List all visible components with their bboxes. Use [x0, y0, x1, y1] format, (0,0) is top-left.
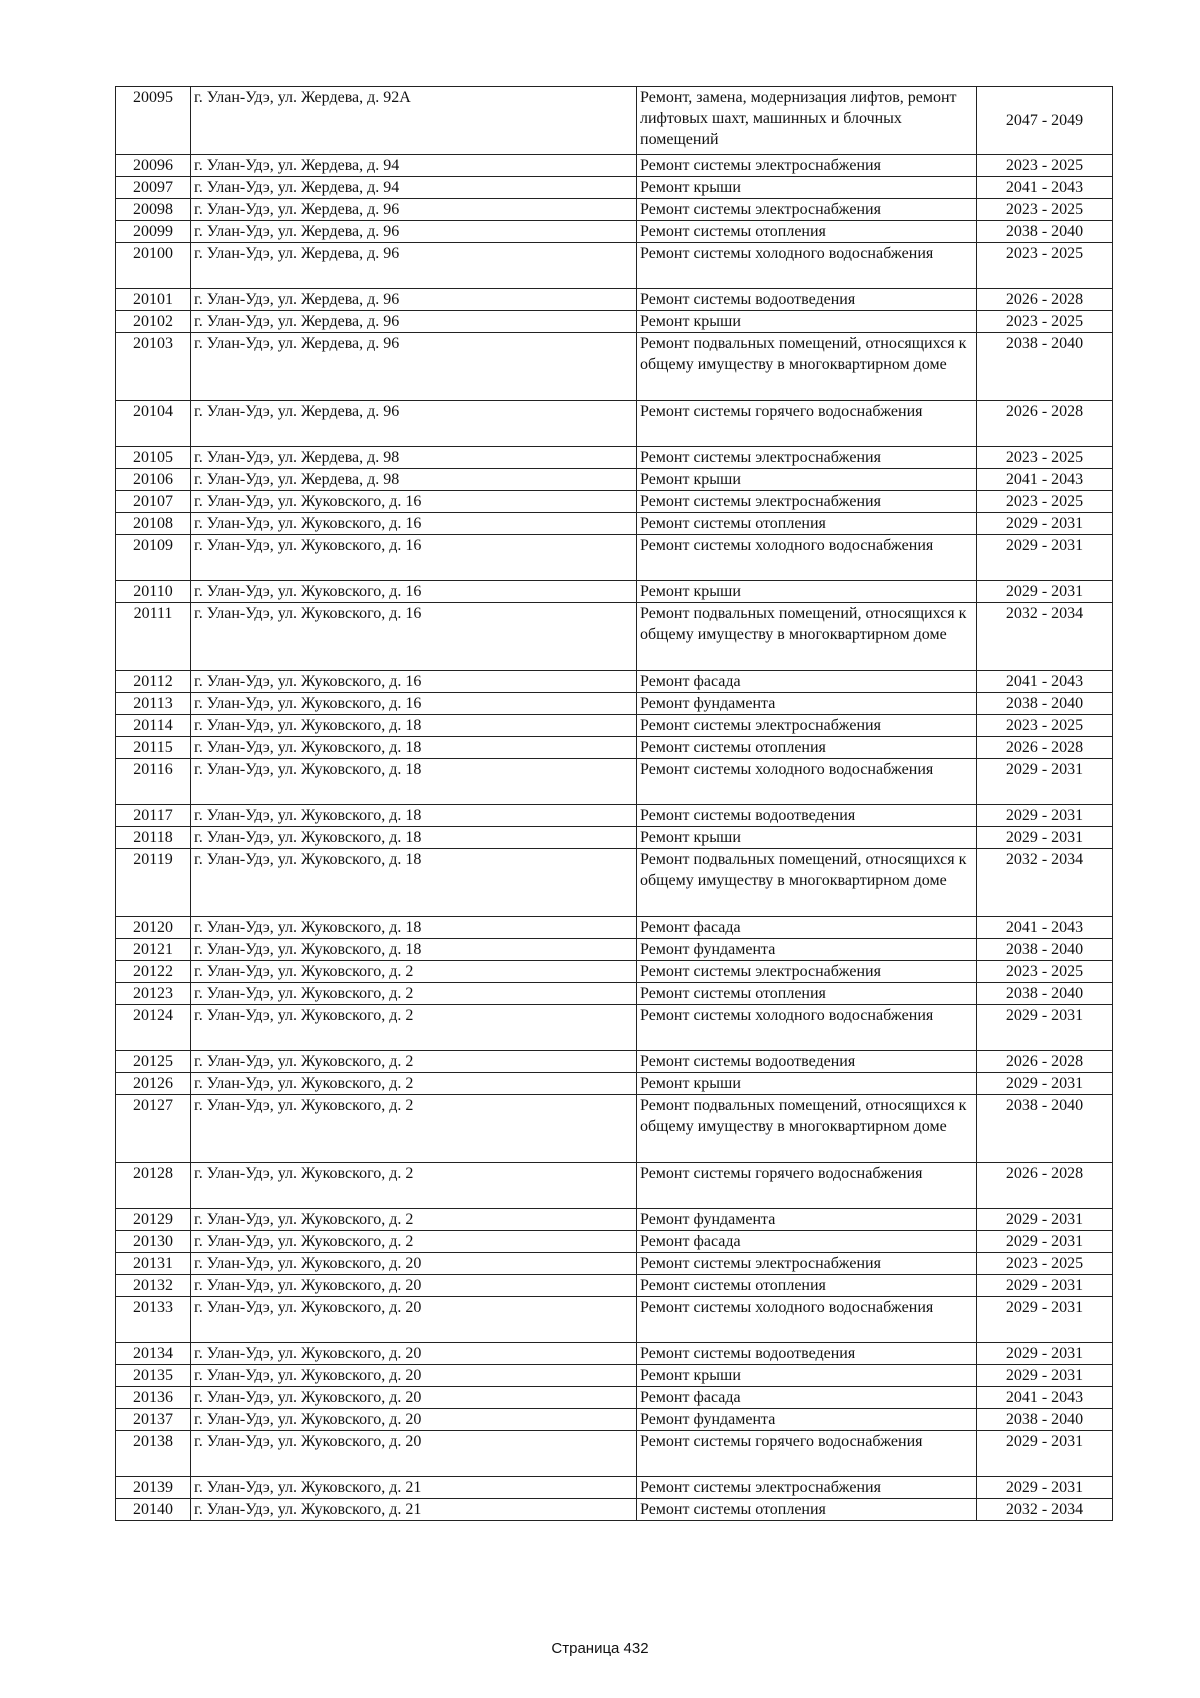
row-number: 20129	[116, 1209, 191, 1231]
row-work-type: Ремонт системы горячего водоснабжения	[637, 401, 977, 447]
row-period: 2032 - 2034	[977, 849, 1113, 917]
table-row	[116, 1499, 1113, 1521]
row-number: 20103	[116, 333, 191, 401]
row-number: 20131	[116, 1253, 191, 1275]
row-address: г. Улан-Удэ, ул. Жердева, д. 96	[191, 289, 637, 311]
table-row	[116, 581, 1113, 603]
row-address: г. Улан-Удэ, ул. Жердева, д. 96	[191, 199, 637, 221]
table-row	[116, 1231, 1113, 1253]
row-address: г. Улан-Удэ, ул. Жердева, д. 96	[191, 243, 637, 289]
row-work-type: Ремонт системы электроснабжения	[637, 961, 977, 983]
row-address: г. Улан-Удэ, ул. Жердева, д. 94	[191, 155, 637, 177]
row-work-type: Ремонт фасада	[637, 1387, 977, 1409]
row-period: 2038 - 2040	[977, 221, 1113, 243]
row-address: г. Улан-Удэ, ул. Жуковского, д. 20	[191, 1343, 637, 1365]
row-work-type: Ремонт системы электроснабжения	[637, 491, 977, 513]
row-address: г. Улан-Удэ, ул. Жуковского, д. 18	[191, 827, 637, 849]
row-address: г. Улан-Удэ, ул. Жуковского, д. 21	[191, 1477, 637, 1499]
row-number: 20101	[116, 289, 191, 311]
table-row	[116, 199, 1113, 221]
row-period: 2029 - 2031	[977, 1073, 1113, 1095]
table-row	[116, 1253, 1113, 1275]
table-row	[116, 1209, 1113, 1231]
table-row	[116, 693, 1113, 715]
row-period: 2029 - 2031	[977, 827, 1113, 849]
row-period: 2023 - 2025	[977, 715, 1113, 737]
row-period: 2029 - 2031	[977, 535, 1113, 581]
row-address: г. Улан-Удэ, ул. Жердева, д. 98	[191, 469, 637, 491]
row-period: 2038 - 2040	[977, 1409, 1113, 1431]
table-row	[116, 155, 1113, 177]
row-number: 20119	[116, 849, 191, 917]
row-period: 2041 - 2043	[977, 671, 1113, 693]
table-row	[116, 1387, 1113, 1409]
row-address: г. Улан-Удэ, ул. Жуковского, д. 21	[191, 1499, 637, 1521]
row-period: 2029 - 2031	[977, 1231, 1113, 1253]
row-address: г. Улан-Удэ, ул. Жуковского, д. 16	[191, 603, 637, 671]
row-address: г. Улан-Удэ, ул. Жуковского, д. 20	[191, 1409, 637, 1431]
row-work-type: Ремонт крыши	[637, 311, 977, 333]
table-row	[116, 1297, 1113, 1343]
row-number: 20110	[116, 581, 191, 603]
row-number: 20118	[116, 827, 191, 849]
row-number: 20104	[116, 401, 191, 447]
row-period: 2047 - 2049	[977, 87, 1113, 155]
row-work-type: Ремонт системы отопления	[637, 737, 977, 759]
row-period: 2038 - 2040	[977, 1095, 1113, 1163]
table-row	[116, 1275, 1113, 1297]
row-work-type: Ремонт, замена, модернизация лифтов, ремонт лифтовых шахт, машинных и блочных помещений	[637, 87, 977, 155]
row-number: 20107	[116, 491, 191, 513]
row-period: 2029 - 2031	[977, 805, 1113, 827]
row-work-type: Ремонт подвальных помещений, относящихся к общему имуществу в многоквартирном доме	[637, 849, 977, 917]
row-number: 20135	[116, 1365, 191, 1387]
table-row	[116, 401, 1113, 447]
row-work-type: Ремонт крыши	[637, 177, 977, 199]
row-address: г. Улан-Удэ, ул. Жуковского, д. 20	[191, 1253, 637, 1275]
row-number: 20102	[116, 311, 191, 333]
table-row	[116, 759, 1113, 805]
row-address: г. Улан-Удэ, ул. Жуковского, д. 2	[191, 1005, 637, 1051]
row-number: 20138	[116, 1431, 191, 1477]
row-work-type: Ремонт крыши	[637, 469, 977, 491]
row-period: 2029 - 2031	[977, 1477, 1113, 1499]
table-row	[116, 603, 1113, 671]
row-work-type: Ремонт системы холодного водоснабжения	[637, 1297, 977, 1343]
row-address: г. Улан-Удэ, ул. Жуковского, д. 2	[191, 1051, 637, 1073]
row-work-type: Ремонт подвальных помещений, относящихся к общему имуществу в многоквартирном доме	[637, 603, 977, 671]
row-work-type: Ремонт фундамента	[637, 1209, 977, 1231]
row-address: г. Улан-Удэ, ул. Жуковского, д. 2	[191, 1231, 637, 1253]
row-address: г. Улан-Удэ, ул. Жуковского, д. 16	[191, 671, 637, 693]
row-number: 20114	[116, 715, 191, 737]
table-row	[116, 917, 1113, 939]
row-number: 20097	[116, 177, 191, 199]
row-period: 2041 - 2043	[977, 1387, 1113, 1409]
row-address: г. Улан-Удэ, ул. Жуковского, д. 2	[191, 1095, 637, 1163]
row-number: 20109	[116, 535, 191, 581]
table-row	[116, 805, 1113, 827]
row-period: 2041 - 2043	[977, 177, 1113, 199]
row-work-type: Ремонт крыши	[637, 581, 977, 603]
row-work-type: Ремонт системы электроснабжения	[637, 447, 977, 469]
row-number: 20136	[116, 1387, 191, 1409]
row-number: 20111	[116, 603, 191, 671]
row-work-type: Ремонт системы электроснабжения	[637, 1477, 977, 1499]
row-address: г. Улан-Удэ, ул. Жуковского, д. 18	[191, 939, 637, 961]
row-number: 20124	[116, 1005, 191, 1051]
row-number: 20098	[116, 199, 191, 221]
row-work-type: Ремонт подвальных помещений, относящихся к общему имуществу в многоквартирном доме	[637, 333, 977, 401]
row-work-type: Ремонт крыши	[637, 1073, 977, 1095]
row-period: 2023 - 2025	[977, 311, 1113, 333]
row-number: 20140	[116, 1499, 191, 1521]
row-number: 20116	[116, 759, 191, 805]
row-address: г. Улан-Удэ, ул. Жуковского, д. 18	[191, 759, 637, 805]
row-period: 2023 - 2025	[977, 1253, 1113, 1275]
row-work-type: Ремонт подвальных помещений, относящихся к общему имуществу в многоквартирном доме	[637, 1095, 977, 1163]
row-work-type: Ремонт фасада	[637, 917, 977, 939]
table-row	[116, 827, 1113, 849]
row-number: 20123	[116, 983, 191, 1005]
table-row	[116, 535, 1113, 581]
row-address: г. Улан-Удэ, ул. Жуковского, д. 20	[191, 1297, 637, 1343]
row-work-type: Ремонт системы водоотведения	[637, 1343, 977, 1365]
row-address: г. Улан-Удэ, ул. Жуковского, д. 18	[191, 715, 637, 737]
table-row	[116, 1431, 1113, 1477]
row-address: г. Улан-Удэ, ул. Жуковского, д. 18	[191, 917, 637, 939]
row-work-type: Ремонт фасада	[637, 1231, 977, 1253]
row-period: 2029 - 2031	[977, 1209, 1113, 1231]
table-row	[116, 469, 1113, 491]
row-period: 2041 - 2043	[977, 917, 1113, 939]
row-work-type: Ремонт системы водоотведения	[637, 289, 977, 311]
page-number: Страница 432	[551, 1640, 649, 1657]
row-address: г. Улан-Удэ, ул. Жуковского, д. 16	[191, 513, 637, 535]
row-number: 20106	[116, 469, 191, 491]
table-row	[116, 1477, 1113, 1499]
row-work-type: Ремонт фундамента	[637, 1409, 977, 1431]
row-work-type: Ремонт системы холодного водоснабжения	[637, 535, 977, 581]
table-body	[116, 87, 1113, 1521]
row-address: г. Улан-Удэ, ул. Жуковского, д. 20	[191, 1387, 637, 1409]
table-row	[116, 1409, 1113, 1431]
table-row	[116, 1073, 1113, 1095]
row-period: 2026 - 2028	[977, 1163, 1113, 1209]
row-period: 2029 - 2031	[977, 1365, 1113, 1387]
row-period: 2023 - 2025	[977, 155, 1113, 177]
row-number: 20115	[116, 737, 191, 759]
row-period: 2029 - 2031	[977, 1297, 1113, 1343]
row-number: 20132	[116, 1275, 191, 1297]
table-row	[116, 221, 1113, 243]
table-row	[116, 983, 1113, 1005]
row-work-type: Ремонт системы отопления	[637, 983, 977, 1005]
row-address: г. Улан-Удэ, ул. Жуковского, д. 18	[191, 805, 637, 827]
row-period: 2029 - 2031	[977, 581, 1113, 603]
row-work-type: Ремонт фасада	[637, 671, 977, 693]
row-address: г. Улан-Удэ, ул. Жуковского, д. 16	[191, 535, 637, 581]
table-row	[116, 1343, 1113, 1365]
row-number: 20137	[116, 1409, 191, 1431]
row-address: г. Улан-Удэ, ул. Жуковского, д. 18	[191, 849, 637, 917]
table-row	[116, 243, 1113, 289]
row-period: 2029 - 2031	[977, 1431, 1113, 1477]
row-address: г. Улан-Удэ, ул. Жуковского, д. 2	[191, 1209, 637, 1231]
table-row	[116, 311, 1113, 333]
row-address: г. Улан-Удэ, ул. Жердева, д. 96	[191, 311, 637, 333]
repair-schedule-table	[115, 86, 1113, 1521]
table-row	[116, 289, 1113, 311]
row-address: г. Улан-Удэ, ул. Жердева, д. 96	[191, 333, 637, 401]
row-work-type: Ремонт системы отопления	[637, 1275, 977, 1297]
row-work-type: Ремонт системы электроснабжения	[637, 1253, 977, 1275]
row-work-type: Ремонт фундамента	[637, 693, 977, 715]
table-row	[116, 737, 1113, 759]
row-address: г. Улан-Удэ, ул. Жердева, д. 96	[191, 221, 637, 243]
table-row	[116, 715, 1113, 737]
table-row	[116, 447, 1113, 469]
row-work-type: Ремонт системы холодного водоснабжения	[637, 243, 977, 289]
row-period: 2038 - 2040	[977, 983, 1113, 1005]
row-address: г. Улан-Удэ, ул. Жердева, д. 92А	[191, 87, 637, 155]
row-address: г. Улан-Удэ, ул. Жуковского, д. 2	[191, 1163, 637, 1209]
row-number: 20133	[116, 1297, 191, 1343]
row-number: 20120	[116, 917, 191, 939]
row-period: 2023 - 2025	[977, 447, 1113, 469]
table-row	[116, 671, 1113, 693]
row-period: 2038 - 2040	[977, 939, 1113, 961]
table-row	[116, 939, 1113, 961]
row-number: 20127	[116, 1095, 191, 1163]
row-number: 20121	[116, 939, 191, 961]
table-row	[116, 333, 1113, 401]
row-number: 20108	[116, 513, 191, 535]
row-address: г. Улан-Удэ, ул. Жуковского, д. 20	[191, 1365, 637, 1387]
row-address: г. Улан-Удэ, ул. Жердева, д. 96	[191, 401, 637, 447]
row-period: 2026 - 2028	[977, 737, 1113, 759]
row-address: г. Улан-Удэ, ул. Жуковского, д. 2	[191, 961, 637, 983]
row-number: 20099	[116, 221, 191, 243]
row-period: 2041 - 2043	[977, 469, 1113, 491]
table-row	[116, 1095, 1113, 1163]
row-number: 20122	[116, 961, 191, 983]
row-period: 2032 - 2034	[977, 603, 1113, 671]
row-period: 2023 - 2025	[977, 199, 1113, 221]
row-number: 20100	[116, 243, 191, 289]
row-work-type: Ремонт системы отопления	[637, 513, 977, 535]
table-row	[116, 1005, 1113, 1051]
row-work-type: Ремонт крыши	[637, 827, 977, 849]
row-number: 20112	[116, 671, 191, 693]
row-work-type: Ремонт системы холодного водоснабжения	[637, 759, 977, 805]
row-work-type: Ремонт фундамента	[637, 939, 977, 961]
row-period: 2032 - 2034	[977, 1499, 1113, 1521]
row-address: г. Улан-Удэ, ул. Жуковского, д. 16	[191, 491, 637, 513]
row-address: г. Улан-Удэ, ул. Жуковского, д. 16	[191, 693, 637, 715]
table-row	[116, 849, 1113, 917]
row-period: 2023 - 2025	[977, 243, 1113, 289]
row-period: 2038 - 2040	[977, 333, 1113, 401]
row-work-type: Ремонт крыши	[637, 1365, 977, 1387]
row-period: 2029 - 2031	[977, 513, 1113, 535]
row-address: г. Улан-Удэ, ул. Жуковского, д. 20	[191, 1431, 637, 1477]
row-period: 2026 - 2028	[977, 289, 1113, 311]
row-work-type: Ремонт системы горячего водоснабжения	[637, 1163, 977, 1209]
table-row	[116, 177, 1113, 199]
row-number: 20130	[116, 1231, 191, 1253]
row-number: 20139	[116, 1477, 191, 1499]
row-address: г. Улан-Удэ, ул. Жуковского, д. 2	[191, 1073, 637, 1095]
row-period: 2023 - 2025	[977, 961, 1113, 983]
row-number: 20096	[116, 155, 191, 177]
row-work-type: Ремонт системы отопления	[637, 1499, 977, 1521]
table-row	[116, 961, 1113, 983]
table-row	[116, 513, 1113, 535]
row-number: 20095	[116, 87, 191, 155]
row-work-type: Ремонт системы водоотведения	[637, 805, 977, 827]
row-number: 20125	[116, 1051, 191, 1073]
row-work-type: Ремонт системы отопления	[637, 221, 977, 243]
row-period: 2023 - 2025	[977, 491, 1113, 513]
row-work-type: Ремонт системы электроснабжения	[637, 715, 977, 737]
row-address: г. Улан-Удэ, ул. Жуковского, д. 18	[191, 737, 637, 759]
table-row	[116, 1051, 1113, 1073]
row-number: 20126	[116, 1073, 191, 1095]
row-period: 2029 - 2031	[977, 1005, 1113, 1051]
row-period: 2026 - 2028	[977, 401, 1113, 447]
table-row	[116, 491, 1113, 513]
row-work-type: Ремонт системы водоотведения	[637, 1051, 977, 1073]
row-number: 20134	[116, 1343, 191, 1365]
row-period: 2038 - 2040	[977, 693, 1113, 715]
row-address: г. Улан-Удэ, ул. Жердева, д. 98	[191, 447, 637, 469]
table-row	[116, 87, 1113, 155]
table-row	[116, 1163, 1113, 1209]
row-address: г. Улан-Удэ, ул. Жуковского, д. 2	[191, 983, 637, 1005]
row-period: 2026 - 2028	[977, 1051, 1113, 1073]
row-address: г. Улан-Удэ, ул. Жердева, д. 94	[191, 177, 637, 199]
row-work-type: Ремонт системы электроснабжения	[637, 199, 977, 221]
row-work-type: Ремонт системы холодного водоснабжения	[637, 1005, 977, 1051]
row-period: 2029 - 2031	[977, 1343, 1113, 1365]
row-number: 20128	[116, 1163, 191, 1209]
table-row	[116, 1365, 1113, 1387]
row-number: 20105	[116, 447, 191, 469]
row-address: г. Улан-Удэ, ул. Жуковского, д. 16	[191, 581, 637, 603]
row-work-type: Ремонт системы электроснабжения	[637, 155, 977, 177]
row-number: 20117	[116, 805, 191, 827]
row-work-type: Ремонт системы горячего водоснабжения	[637, 1431, 977, 1477]
row-period: 2029 - 2031	[977, 759, 1113, 805]
row-period: 2029 - 2031	[977, 1275, 1113, 1297]
row-number: 20113	[116, 693, 191, 715]
row-address: г. Улан-Удэ, ул. Жуковского, д. 20	[191, 1275, 637, 1297]
